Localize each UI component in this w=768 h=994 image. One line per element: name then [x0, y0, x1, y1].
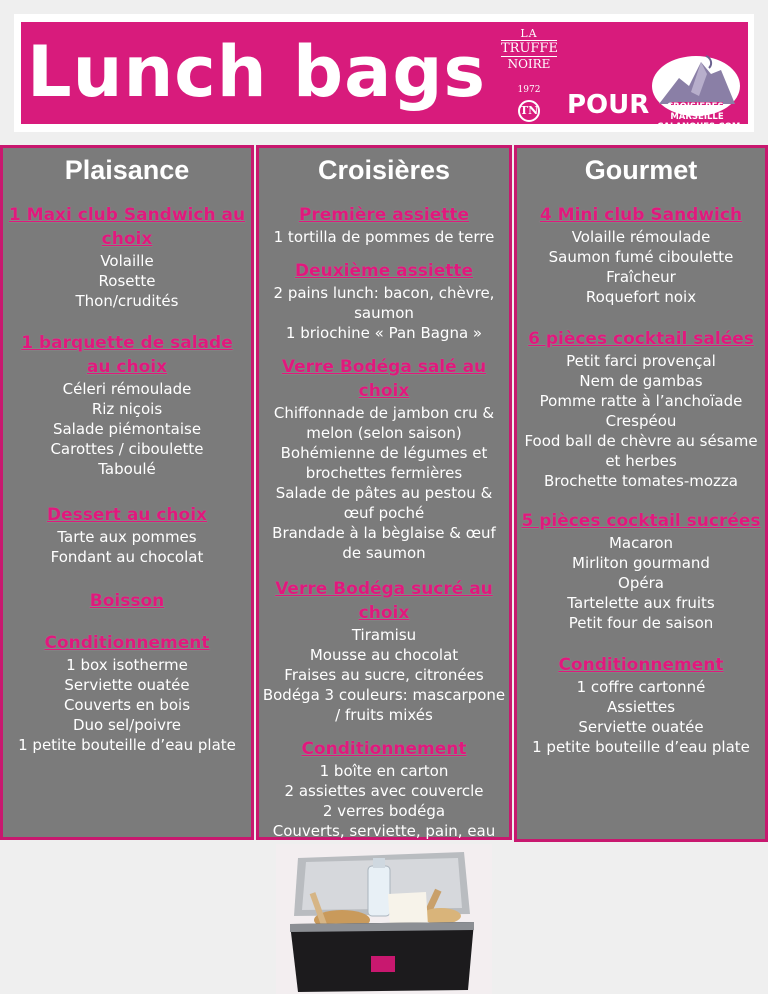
section-title: 5 pièces cocktail sucrées	[521, 511, 761, 531]
menu-item: Nem de gambas	[579, 372, 703, 390]
menu-section	[3, 331, 251, 479]
menu-item: Fraîcheur	[606, 268, 676, 286]
menu-item: 1 petite bouteille d’eau plate	[18, 736, 236, 754]
menu-item: Salade de pâtes au pestou & œuf poché	[275, 484, 493, 522]
menu-item: Crespéou	[605, 412, 677, 430]
menu-item: Fondant au chocolat	[50, 548, 204, 566]
section-title: Conditionnement	[44, 633, 210, 653]
menu-item: Salade piémontaise	[52, 420, 202, 438]
column-title: Croisières	[317, 155, 451, 185]
menu-section	[259, 737, 509, 841]
menu-item: 1 coffre cartonné	[576, 678, 706, 696]
menu-item: Volaille	[100, 252, 154, 270]
la-truffe-noire-logo: LA TRUFFE NOIRE 1972 TN	[501, 28, 557, 122]
menu-item: Rosette	[98, 272, 156, 290]
menu-section	[3, 503, 251, 567]
menu-item: Fraises au sucre, citronées	[284, 666, 484, 684]
menu-item: Thon/crudités	[75, 292, 179, 310]
section-title: 4 Mini club Sandwich	[539, 205, 743, 225]
menu-item: Macaron	[608, 534, 674, 552]
header-banner-inner	[21, 22, 748, 132]
menu-item: Tartelette aux fruits	[567, 594, 715, 612]
menu-column-croisieres	[256, 145, 512, 840]
menu-column-gourmet	[514, 145, 768, 842]
section-title: 6 pièces cocktail salées	[528, 329, 754, 349]
menu-section	[517, 653, 765, 757]
menu-item: Mirliton gourmand	[572, 554, 710, 572]
menu-item: Assiettes	[606, 698, 676, 716]
menu-item: Roquefort noix	[585, 288, 697, 306]
menu-item: Mousse au chocolat	[309, 646, 459, 664]
menu-item: Serviette ouatée	[578, 718, 704, 736]
menu-item: Petit farci provençal	[566, 352, 716, 370]
menu-item: Brochette tomates-mozza	[544, 472, 738, 490]
menu-column-plaisance	[0, 145, 254, 840]
menu-section	[259, 203, 509, 247]
menu-item: Bodéga 3 couleurs: mascarpone / fruits mixés	[262, 686, 506, 724]
menu-item: Volaille rémoulade	[571, 228, 711, 246]
header-banner	[14, 14, 754, 132]
section-title: Première assiette	[298, 205, 470, 225]
menu-item: Bohémienne de légumes et brochettes fermières	[280, 444, 488, 482]
section-title: Boisson	[89, 591, 165, 611]
menu-item: 1 petite bouteille d’eau plate	[532, 738, 750, 756]
lunch-bag-photo	[276, 844, 492, 994]
section-title: Conditionnement	[558, 655, 724, 675]
menu-item: Brandade à la bèglaise & œuf de saumon	[272, 524, 496, 562]
section-title: Deuxième assiette	[294, 261, 474, 281]
menu-item: Food ball de chèvre au sésame et herbes	[524, 432, 758, 470]
section-title: Verre Bodéga salé au choix	[281, 357, 487, 401]
menu-item: 2 verres bodéga	[322, 802, 446, 820]
menu-item: Tiramisu	[351, 626, 417, 644]
column-title: Plaisance	[64, 155, 190, 185]
section-title: Dessert au choix	[47, 505, 207, 525]
menu-item: Serviette ouatée	[64, 676, 190, 694]
menu-item: Saumon fumé ciboulette	[548, 248, 734, 266]
menu-item: Duo sel/poivre	[72, 716, 182, 734]
column-title: Gourmet	[584, 155, 698, 185]
menu-section	[259, 577, 509, 725]
menu-section	[517, 509, 765, 633]
menu-item: Carottes / ciboulette	[50, 440, 204, 458]
menu-section	[3, 203, 251, 311]
section-title: 1 Maxi club Sandwich au choix	[8, 205, 246, 249]
section-title: Conditionnement	[301, 739, 467, 759]
section-title: 1 barquette de salade au choix	[21, 333, 233, 377]
menu-item: 1 boîte en carton	[319, 762, 449, 780]
menu-item: Pomme ratte à l’anchoïade	[539, 392, 743, 410]
truffe-emblem-icon: TN	[518, 100, 540, 122]
menu-section	[517, 203, 765, 307]
menu-section	[3, 589, 251, 613]
menu-item: Couverts en bois	[63, 696, 191, 714]
menu-section	[3, 631, 251, 755]
menu-item: Céleri rémoulade	[62, 380, 192, 398]
menu-item: Tarte aux pommes	[57, 528, 197, 546]
croisieres-marseille-logo: CROISIERES-MARSEILLE -CALANQUES.COM	[653, 102, 741, 132]
menu-item: 2 assiettes avec couvercle	[284, 782, 484, 800]
menu-item: 1 briochine « Pan Bagna »	[285, 324, 483, 342]
pour-label: POUR	[567, 90, 650, 120]
menu-item: Couverts, serviette, pain, eau	[272, 822, 496, 840]
menu-item: Riz niçois	[91, 400, 163, 418]
menu-item: Chiffonnade de jambon cru & melon (selon saison)	[273, 404, 495, 442]
menu-item: Petit four de saison	[568, 614, 714, 632]
menu-item: 1 box isotherme	[66, 656, 188, 674]
section-title: Verre Bodéga sucré au choix	[275, 579, 493, 623]
menu-section	[517, 327, 765, 491]
page-title: Lunch bags	[27, 31, 487, 113]
menu-item: 1 tortilla de pommes de terre	[273, 228, 495, 246]
menu-item: Opéra	[618, 574, 664, 592]
menu-item: Taboulé	[98, 460, 156, 478]
menu-section	[259, 355, 509, 563]
menu-section	[259, 259, 509, 343]
menu-item: 2 pains lunch: bacon, chèvre, saumon	[273, 284, 495, 322]
